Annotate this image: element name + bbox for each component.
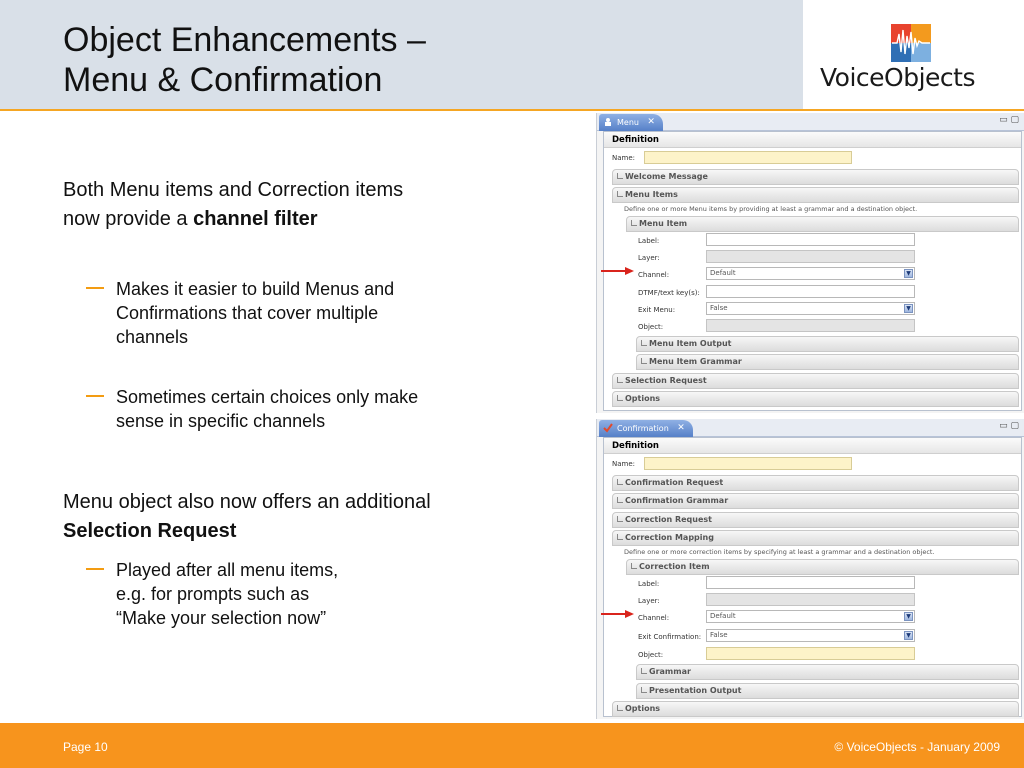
tab-confirmation[interactable]: Confirmation ✕ — [599, 420, 693, 437]
page-number: Page 10 — [63, 740, 108, 754]
section-confirmation-grammar[interactable]: Confirmation Grammar — [612, 493, 1019, 509]
expand-icon — [641, 687, 647, 693]
section-menu-item-grammar[interactable]: Menu Item Grammar — [636, 354, 1019, 370]
close-icon[interactable]: ✕ — [647, 117, 655, 127]
section-menu-items[interactable]: Menu Items — [612, 187, 1019, 203]
expand-icon — [617, 173, 623, 179]
chevron-down-icon[interactable]: ▼ — [904, 304, 913, 313]
copyright-text: © VoiceObjects - January 2009 — [834, 740, 1000, 754]
section-options[interactable]: Options — [612, 701, 1019, 717]
channel-label: Channel: — [638, 614, 670, 622]
window-controls-icon[interactable]: ▭ ▢ — [999, 421, 1019, 431]
definition-header: Definition — [604, 438, 1021, 454]
bullet-text: Sometimes certain choices only make sense in specific channels — [116, 387, 419, 431]
title-line-2: Menu & Confirmation — [63, 61, 383, 99]
section-correction-request[interactable]: Correction Request — [612, 512, 1019, 528]
layer-field[interactable] — [706, 593, 915, 606]
channel-label: Channel: — [638, 271, 670, 279]
expand-icon — [617, 191, 623, 197]
bullet-dash-icon — [86, 287, 104, 289]
definition-header: Definition — [604, 132, 1021, 148]
section-confirmation-request[interactable]: Confirmation Request — [612, 475, 1019, 491]
section-menu-item[interactable]: Menu Item — [626, 216, 1019, 232]
slide-title — [63, 20, 426, 100]
section-options[interactable]: Options — [612, 391, 1019, 407]
bullet-text: Played after all menu items, e.g. for prompts such as “Make your selection now” — [116, 560, 339, 628]
menu-object-icon — [603, 117, 613, 127]
exit-menu-label: Exit Menu: — [638, 306, 676, 314]
object-label: Object: — [638, 651, 664, 659]
expand-icon — [631, 220, 637, 226]
title-line-1: Object Enhancements – — [63, 21, 426, 59]
confirmation-object-icon — [603, 423, 613, 433]
name-field[interactable] — [644, 151, 852, 164]
expand-icon — [617, 516, 623, 522]
name-label: Name: — [612, 460, 636, 468]
bullet-dash-icon — [86, 395, 104, 397]
slide-footer — [0, 723, 1024, 768]
confirmation-editor-screenshot — [596, 419, 1024, 719]
paragraph-channel-filter — [63, 176, 403, 234]
layer-label: Layer: — [638, 597, 660, 605]
header-divider — [0, 109, 1024, 111]
expand-icon — [641, 668, 647, 674]
expand-icon — [641, 358, 647, 364]
expand-icon — [617, 479, 623, 485]
menu-definition-panel — [603, 131, 1022, 411]
close-icon[interactable]: ✕ — [677, 423, 685, 433]
exit-menu-select[interactable]: False ▼ — [706, 302, 915, 315]
dtmf-label: DTMF/text key(s): — [638, 289, 700, 297]
object-label: Object: — [638, 323, 664, 331]
exit-confirmation-label: Exit Confirmation: — [638, 633, 702, 641]
expand-icon — [617, 705, 623, 711]
dtmf-field[interactable] — [706, 285, 915, 298]
section-menu-item-output[interactable]: Menu Item Output — [636, 336, 1019, 352]
exit-confirmation-select[interactable]: False ▼ — [706, 629, 915, 642]
channel-select[interactable]: Default ▼ — [706, 610, 915, 623]
layer-label: Layer: — [638, 254, 660, 262]
red-arrow-icon — [599, 266, 635, 276]
voiceobjects-logo-icon — [891, 24, 931, 62]
section-selection-request[interactable]: Selection Request — [612, 373, 1019, 389]
red-arrow-icon — [599, 609, 635, 619]
paragraph-selection-request — [63, 488, 431, 546]
section-correction-item[interactable]: Correction Item — [626, 559, 1019, 575]
section-presentation-output[interactable]: Presentation Output — [636, 683, 1019, 699]
chevron-down-icon[interactable]: ▼ — [904, 631, 913, 640]
paragraph-line: now provide a channel filter — [63, 208, 318, 230]
chevron-down-icon[interactable]: ▼ — [904, 269, 913, 278]
section-description: Define one or more correction items by specifying at least a grammar and a destination object. — [624, 548, 935, 556]
emphasis-text: channel filter — [193, 208, 318, 230]
section-description: Define one or more Menu items by providing at least a grammar and a destination object. — [624, 205, 918, 213]
menu-editor-screenshot — [596, 113, 1024, 413]
expand-icon — [617, 497, 623, 503]
expand-icon — [617, 377, 623, 383]
bullet-dash-icon — [86, 568, 104, 570]
paragraph-line: Both Menu items and Correction items — [63, 179, 404, 201]
name-label: Name: — [612, 154, 636, 162]
expand-icon — [641, 340, 647, 346]
object-field[interactable] — [706, 319, 915, 332]
confirmation-definition-panel — [603, 437, 1022, 717]
label-label: Label: — [638, 580, 660, 588]
channel-select[interactable]: Default ▼ — [706, 267, 915, 280]
editor-tab-bar — [597, 113, 1024, 131]
window-controls-icon[interactable]: ▭ ▢ — [999, 115, 1019, 125]
bullet-text: Makes it easier to build Menus and Confirmations that cover multiple channels — [116, 279, 395, 347]
expand-icon — [631, 563, 637, 569]
label-field[interactable] — [706, 233, 915, 246]
editor-tab-bar — [597, 419, 1024, 437]
chevron-down-icon[interactable]: ▼ — [904, 612, 913, 621]
object-field[interactable] — [706, 647, 915, 660]
section-grammar[interactable]: Grammar — [636, 664, 1019, 680]
expand-icon — [617, 395, 623, 401]
name-field[interactable] — [644, 457, 852, 470]
slide-header — [0, 0, 1024, 110]
label-field[interactable] — [706, 576, 915, 589]
tab-menu[interactable]: Menu ✕ — [599, 114, 663, 131]
section-welcome-message[interactable]: Welcome Message — [612, 169, 1019, 185]
section-correction-mapping[interactable]: Correction Mapping — [612, 530, 1019, 546]
logo-text: VoiceObjects — [820, 63, 975, 92]
paragraph-line: Menu object also now offers an additional — [63, 491, 431, 513]
label-label: Label: — [638, 237, 660, 245]
layer-field[interactable] — [706, 250, 915, 263]
expand-icon — [617, 534, 623, 540]
emphasis-text: Selection Request — [63, 520, 237, 542]
